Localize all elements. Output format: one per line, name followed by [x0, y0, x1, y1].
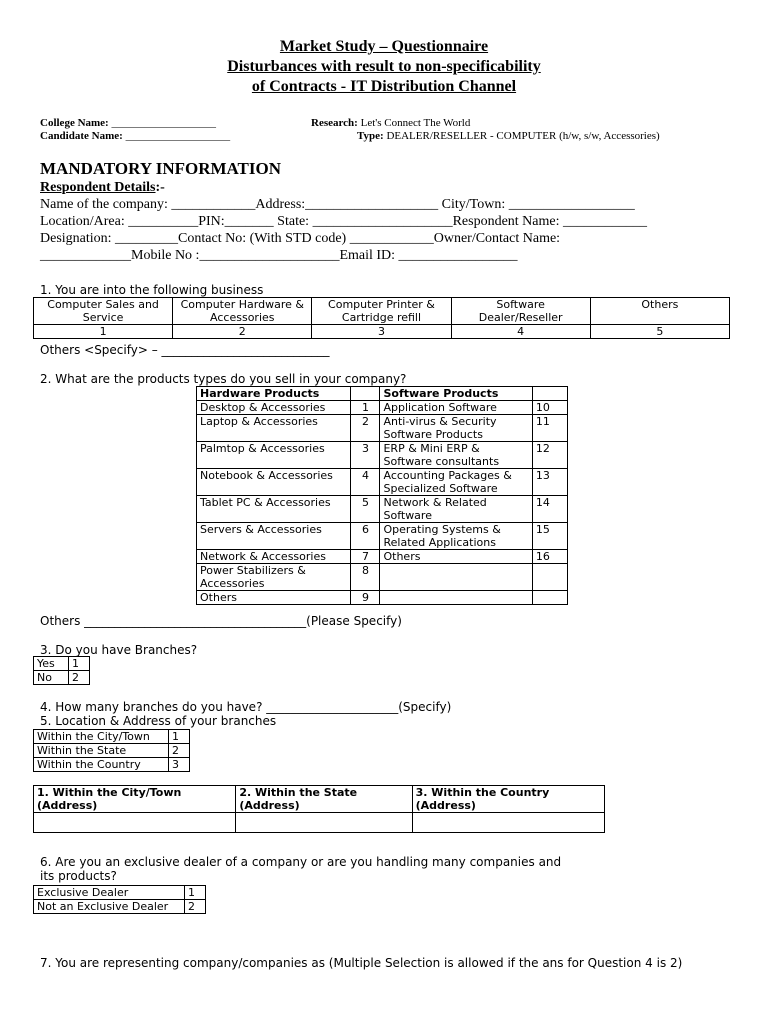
- q1-option-computer-sales: Computer Sales and Service: [34, 298, 173, 325]
- q6-question-line-1: 6. Are you an exclusive dealer of a company or are you handling many companies and: [40, 855, 562, 869]
- q2-software-product: Anti-virus & Security Software Products: [380, 415, 532, 442]
- q1-question: 1. You are into the following business: [40, 283, 264, 297]
- candidate-name-label: Candidate Name:: [40, 130, 123, 142]
- q5-address-city-cell[interactable]: [34, 813, 236, 833]
- q3-row-yes: [34, 657, 90, 671]
- q2-software-product: ERP & Mini ERP & Software consultants: [380, 442, 532, 469]
- q1-header-row: [34, 298, 730, 325]
- q1-option-printer-cartridge: Computer Printer & Cartridge refill: [312, 298, 451, 325]
- q2-hardware-product: Network & Accessories: [197, 550, 351, 564]
- q5-address-entry-row: [34, 813, 605, 833]
- research-row: [311, 117, 470, 129]
- q2-software-code[interactable]: 11: [532, 415, 567, 442]
- q2-software-product: Operating Systems & Related Applications: [380, 523, 532, 550]
- q5-city-label: Within the City/Town: [34, 730, 169, 744]
- q2-hardware-code[interactable]: 8: [351, 564, 380, 591]
- q5-row-city: [34, 730, 190, 744]
- q1-option-software-dealer: Software Dealer/Reseller: [451, 298, 590, 325]
- q3-no-label: No: [34, 671, 69, 685]
- q2-software-header: Software Products: [380, 387, 532, 401]
- q2-product-row: [197, 496, 568, 523]
- q2-others-specify[interactable]: Others _____________________________________(Please Specify): [40, 614, 402, 628]
- q2-header-row: [197, 387, 568, 401]
- candidate-name-row: [40, 130, 230, 142]
- q2-product-row: [197, 550, 568, 564]
- q7-question: 7. You are representing company/companies as (Multiple Selection is allowed if the ans for Question 4 is 2): [40, 956, 683, 970]
- q2-software-code[interactable]: 10: [532, 401, 567, 415]
- q2-product-row: [197, 442, 568, 469]
- college-name-label: College Name:: [40, 117, 109, 129]
- q1-code-4[interactable]: 4: [451, 325, 590, 339]
- q2-product-row: [197, 401, 568, 415]
- q5-address-country-cell[interactable]: [412, 813, 604, 833]
- q4-question[interactable]: 4. How many branches do you have? ______________________(Specify): [40, 700, 452, 714]
- q2-software-code[interactable]: 15: [532, 523, 567, 550]
- respondent-line-3[interactable]: Designation: _________Contact No: (With STD code) ____________Owner/Contact Name:: [40, 231, 561, 246]
- respondent-line-1[interactable]: Name of the company: ____________Address:___________________ City/Town: __________________: [40, 197, 635, 212]
- q5-location-table: [33, 729, 190, 772]
- q2-product-row: [197, 523, 568, 550]
- q2-hardware-product: Power Stabilizers & Accessories: [197, 564, 351, 591]
- q6-exclusive-label: Exclusive Dealer: [34, 886, 185, 900]
- q6-not-exclusive-code[interactable]: 2: [185, 900, 206, 914]
- q2-hardware-product: Laptop & Accessories: [197, 415, 351, 442]
- respondent-heading: Respondent Details: [40, 180, 156, 195]
- q1-option-others: Others: [590, 298, 729, 325]
- q2-product-row: [197, 564, 568, 591]
- q3-yes-code[interactable]: 1: [69, 657, 90, 671]
- q2-software-product: [380, 564, 532, 591]
- candidate-name-blank[interactable]: ___________________: [125, 130, 231, 142]
- q1-code-row: [34, 325, 730, 339]
- q1-others-specify[interactable]: Others <Specify> – ____________________________: [40, 343, 330, 357]
- q6-row-not-exclusive: [34, 900, 206, 914]
- q3-question: 3. Do you have Branches?: [40, 643, 198, 657]
- research-value: Let's Connect The World: [360, 117, 471, 129]
- q2-hardware-product: Tablet PC & Accessories: [197, 496, 351, 523]
- q5-address-country-header: 3. Within the Country (Address): [412, 786, 604, 813]
- q2-product-row: [197, 591, 568, 605]
- q5-country-code[interactable]: 3: [169, 758, 190, 772]
- q6-not-exclusive-label: Not an Exclusive Dealer: [34, 900, 185, 914]
- q2-hardware-product: Others: [197, 591, 351, 605]
- q3-yes-label: Yes: [34, 657, 69, 671]
- mandatory-heading: MANDATORY INFORMATION: [40, 159, 282, 178]
- title-line-1: Market Study – Questionnaire: [279, 38, 489, 55]
- college-name-blank[interactable]: ___________________: [111, 117, 216, 129]
- research-label: Research:: [311, 117, 358, 129]
- q2-hardware-code[interactable]: 4: [351, 469, 380, 496]
- q2-software-code-header: [532, 387, 567, 401]
- q5-address-table: [33, 785, 605, 833]
- q6-row-exclusive: [34, 886, 206, 900]
- q2-hardware-code[interactable]: 7: [351, 550, 380, 564]
- q2-software-product: [380, 591, 532, 605]
- respondent-line-4[interactable]: _____________Mobile No :____________________Email ID: _________________: [40, 248, 518, 263]
- q1-option-computer-hardware: Computer Hardware & Accessories: [173, 298, 312, 325]
- q2-hardware-code[interactable]: 5: [351, 496, 380, 523]
- q2-hardware-code[interactable]: 6: [351, 523, 380, 550]
- q3-row-no: [34, 671, 90, 685]
- q5-row-country: [34, 758, 190, 772]
- q6-question-line-2: its products?: [40, 869, 117, 883]
- q2-software-code[interactable]: 14: [532, 496, 567, 523]
- q2-software-code[interactable]: 13: [532, 469, 567, 496]
- q5-city-code[interactable]: 1: [169, 730, 190, 744]
- q3-branches-table: [33, 656, 90, 685]
- q2-hardware-product: Palmtop & Accessories: [197, 442, 351, 469]
- type-row: [357, 130, 660, 142]
- q2-products-table: [196, 386, 568, 605]
- q2-software-product: Network & Related Software: [380, 496, 532, 523]
- q2-software-code[interactable]: 12: [532, 442, 567, 469]
- q6-dealer-table: [33, 885, 206, 914]
- q2-hardware-product: Servers & Accessories: [197, 523, 351, 550]
- respondent-heading-row: [40, 180, 165, 196]
- q2-hardware-header: Hardware Products: [197, 387, 351, 401]
- q5-country-label: Within the Country: [34, 758, 169, 772]
- q2-software-code[interactable]: [532, 591, 567, 605]
- q1-code-2[interactable]: 2: [173, 325, 312, 339]
- q2-software-code[interactable]: [532, 564, 567, 591]
- q5-address-city-header: 1. Within the City/Town (Address): [34, 786, 236, 813]
- q5-state-label: Within the State: [34, 744, 169, 758]
- college-name-row: [40, 117, 216, 129]
- q1-business-table: [33, 297, 730, 339]
- q2-product-row: [197, 415, 568, 442]
- q3-no-code[interactable]: 2: [69, 671, 90, 685]
- respondent-line-2[interactable]: Location/Area: __________PIN:_______ State: ____________________Respondent Name: ____________: [40, 214, 647, 229]
- q2-hardware-code[interactable]: 1: [351, 401, 380, 415]
- title-line-2: Disturbances with result to non-specificability: [227, 58, 541, 75]
- type-label: Type:: [357, 130, 384, 142]
- q5-address-state-cell[interactable]: [236, 813, 412, 833]
- q5-address-state-header: 2. Within the State (Address): [236, 786, 412, 813]
- q1-code-3[interactable]: 3: [312, 325, 451, 339]
- q2-hardware-product: Desktop & Accessories: [197, 401, 351, 415]
- q1-code-5[interactable]: 5: [590, 325, 729, 339]
- q2-hardware-code-header: [351, 387, 380, 401]
- q2-question: 2. What are the products types do you sell in your company?: [40, 372, 407, 386]
- type-value: DEALER/RESELLER - COMPUTER (h/w, s/w, Accessories): [386, 130, 660, 142]
- q6-exclusive-code[interactable]: 1: [185, 886, 206, 900]
- q2-hardware-code[interactable]: 3: [351, 442, 380, 469]
- q2-hardware-product: Notebook & Accessories: [197, 469, 351, 496]
- q5-row-state: [34, 744, 190, 758]
- q5-state-code[interactable]: 2: [169, 744, 190, 758]
- q5-address-header-row: [34, 786, 605, 813]
- q2-hardware-code[interactable]: 2: [351, 415, 380, 442]
- respondent-heading-suffix: :-: [155, 180, 165, 195]
- q2-hardware-code[interactable]: 9: [351, 591, 380, 605]
- q5-question: 5. Location & Address of your branches: [40, 714, 277, 728]
- q2-software-code[interactable]: 16: [532, 550, 567, 564]
- q2-software-product: Accounting Packages & Specialized Software: [380, 469, 532, 496]
- q1-code-1[interactable]: 1: [34, 325, 173, 339]
- q2-software-product: Application Software: [380, 401, 532, 415]
- q2-product-row: [197, 469, 568, 496]
- q2-software-product: Others: [380, 550, 532, 564]
- title-line-3: of Contracts - IT Distribution Channel: [251, 78, 517, 95]
